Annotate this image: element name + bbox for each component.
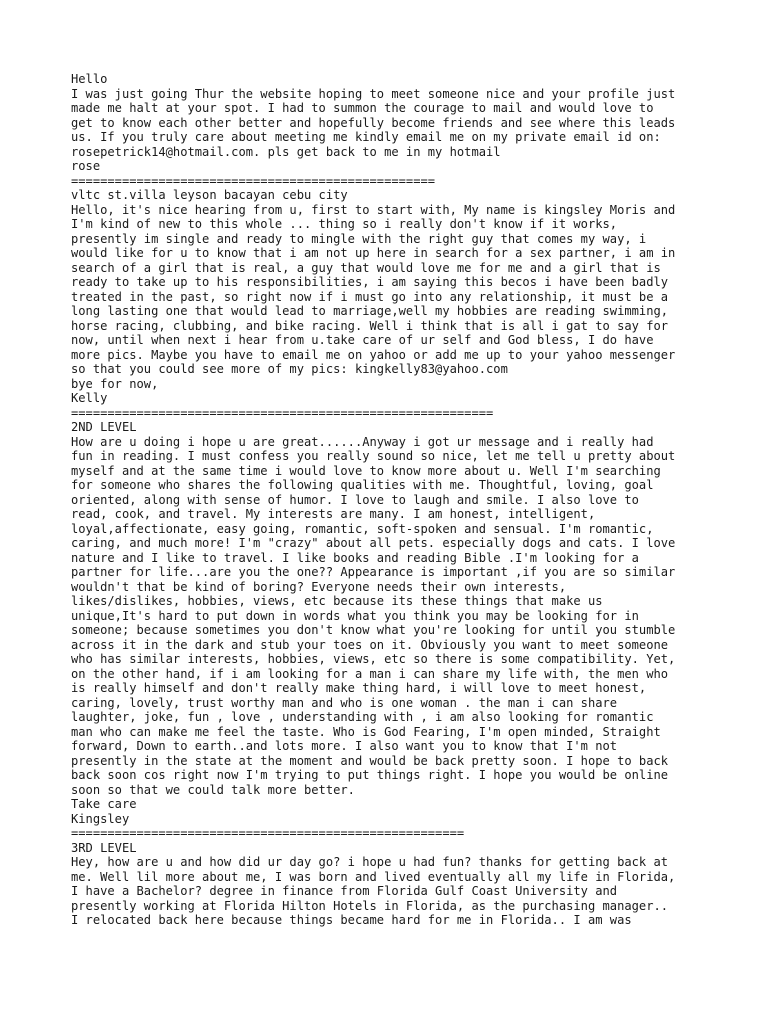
text-line: vltc st.villa leyson bacayan cebu city [71, 188, 348, 202]
text-line: presently in the state at the moment and would be back pretty soon. I hope to back [71, 753, 669, 768]
text-line: forward, Down to earth..and lots more. I also want you to know that I'm not [71, 739, 618, 753]
text-line: read, cook, and travel. My interests are many. I am honest, intelligent, [71, 507, 596, 521]
text-line: ================================================== [71, 173, 436, 188]
text-line: across it in the dark and stub your toes on it. Obviously you want to meet someone [71, 637, 669, 652]
text-line: wouldn't that be kind of boring? Everyone needs their own interests, [71, 579, 567, 594]
text-line: for someone who shares the following qualities with me. Thoughtful, loving, goal [71, 478, 654, 492]
text-line: partner for life...are you the one?? Appearance is important ,if you are so similar [71, 565, 676, 579]
text-line: 2ND LEVEL [71, 420, 137, 434]
text-line: fun in reading. I must confess you really sound so nice, let me tell u pretty about [71, 449, 676, 463]
text-line: made me halt at your spot. I had to summon the courage to mail and would love to [71, 101, 654, 115]
text-line: Kingsley [71, 811, 130, 826]
text-line: is really himself and don't really make thing hard, i will love to meet honest, [71, 681, 647, 695]
text-line: I'm kind of new to this whole ... thing so i really don't know if it works, [71, 217, 618, 231]
document-body [71, 72, 761, 928]
text-line: caring, and much more! I'm "crazy" about all pets. especially dogs and cats. I love [71, 536, 676, 550]
text-line: Kelly [71, 391, 108, 405]
text-line: us. If you truly care about meeting me kindly email me on my private email id on: [71, 130, 661, 144]
text-line: search of a girl that is real, a guy that would love me for me and a girl that is [71, 260, 661, 275]
text-line: laughter, joke, fun , love , understanding with , i am also looking for romantic [71, 710, 654, 724]
text-line: 3RD LEVEL [71, 840, 137, 855]
text-line: I relocated back here because things became hard for me in Florida.. I am was [71, 913, 632, 927]
text-line: ready to take up to his responsibilities, i am saying this becos i have been badly [71, 275, 669, 289]
text-line: likes/dislikes, hobbies, views, etc because its these things that make us [71, 594, 603, 608]
text-line: I was just going Thur the website hoping to meet someone nice and your profile just [71, 86, 676, 101]
text-line: loyal,affectionate, easy going, romantic, soft-spoken and sensual. I'm romantic, [71, 521, 654, 536]
text-line: who has similar interests, hobbies, views, etc so there is some compatibility. Yet, [71, 652, 676, 666]
text-line: caring, lovely, trust worthy man and who is one woman . the man i can share [71, 695, 618, 710]
text-line: treated in the past, so right now if i must go into any relationship, it must be a [71, 289, 669, 304]
text-line: oriented, along with sense of humor. I love to laugh and smile. I also love to [71, 492, 639, 507]
text-line: Hey, how are u and how did ur day go? i hope u had fun? thanks for getting back at [71, 855, 669, 869]
text-line: soon so that we could talk more better. [71, 782, 355, 797]
text-line: back soon cos right now I'm trying to put things right. I hope you would be online [71, 768, 669, 782]
text-line: bye for now, [71, 376, 159, 391]
text-line: rosepetrick14@hotmail.com. pls get back to me in my hotmail [71, 144, 501, 159]
text-line: rose [71, 159, 101, 173]
text-line: unique,It's hard to put down in words what you think you may be looking for in [71, 608, 639, 623]
text-line: Hello, it's nice hearing from u, first to start with, My name is kingsley Moris and [71, 202, 676, 217]
text-line: nature and I like to travel. I like books and reading Bible .I'm looking for a [71, 550, 639, 565]
text-line: me. Well lil more about me, I was born and lived eventually all my life in Florida, [71, 869, 676, 884]
text-line: Hello [71, 72, 108, 86]
text-line: so that you could see more of my pics: kingkelly83@yahoo.com [71, 362, 508, 376]
text-line: would like for u to know that i am not up here in search for a sex partner, i am in [71, 246, 676, 260]
text-line: ========================================================== [71, 405, 494, 420]
text-line: long lasting one that would lead to marriage,well my hobbies are reading swimming, [71, 304, 669, 318]
text-line: ====================================================== [71, 826, 465, 840]
text-line: I have a Bachelor? degree in finance from Florida Gulf Coast University and [71, 884, 618, 898]
text-line: now, until when next i hear from u.take care of ur self and God bless, I do have [71, 333, 654, 347]
text-line: man who can make me feel the taste. Who is God Fearing, I'm open minded, Straight [71, 724, 661, 739]
text-line: presently im single and ready to mingle with the right guy that comes my way, i [71, 231, 647, 246]
text-line: presently working at Florida Hilton Hotels in Florida, as the purchasing manager.. [71, 898, 669, 913]
text-line: horse racing, clubbing, and bike racing. Well i think that is all i gat to say for [71, 318, 669, 333]
text-line: on the other hand, if i am looking for a man i can share my life with, the men who [71, 666, 669, 681]
text-line: myself and at the same time i would love to know more about u. Well I'm searching [71, 463, 661, 478]
text-line: How are u doing i hope u are great......Anyway i got ur message and i really had [71, 434, 654, 449]
text-line: Take care [71, 797, 137, 811]
text-line: someone; because sometimes you don't know what you're looking for until you stumble [71, 623, 676, 637]
text-line: get to know each other better and hopefully become friends and see where this leads [71, 115, 676, 130]
text-line: more pics. Maybe you have to email me on yahoo or add me up to your yahoo messenger [71, 347, 676, 362]
